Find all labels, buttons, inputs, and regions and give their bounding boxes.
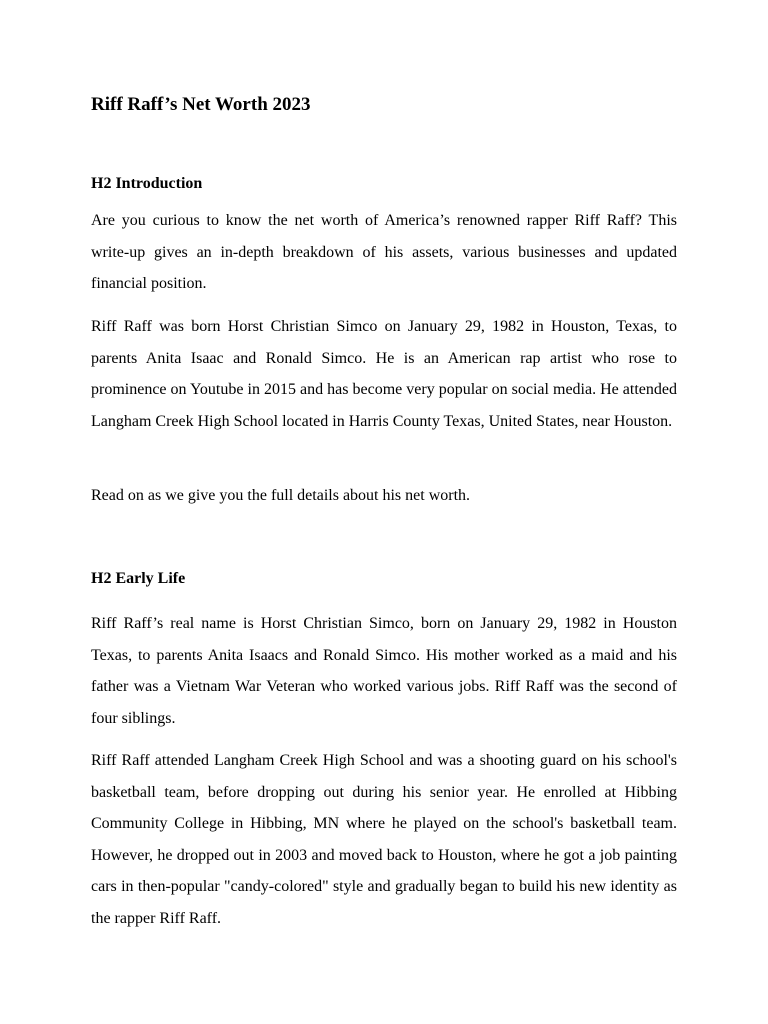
paragraph: Riff Raff’s real name is Horst Christian Simco, born on January 29, 1982 in Houston Texas, to parents Anita Isaacs and Ronald Simco. His mother worked as a maid and his father was a Vietnam War Veteran who worked various jobs. Riff Raff was the second of four siblings. <box>91 615 677 727</box>
section-heading-early-life: H2 Early Life <box>91 570 186 587</box>
document-title: Riff Raff’s Net Worth 2023 <box>91 94 311 115</box>
paragraph: Are you curious to know the net worth of America’s renowned rapper Riff Raff? This write-up gives an in-depth breakdown of his assets, various businesses and updated financial position. <box>91 212 677 292</box>
paragraph: Read on as we give you the full details about his net worth. <box>91 487 471 504</box>
section-heading-introduction: H2 Introduction <box>91 175 203 192</box>
paragraph: Riff Raff was born Horst Christian Simco on January 29, 1982 in Houston, Texas, to parents Anita Isaac and Ronald Simco. He is an American rap artist who rose to prominence on Youtube in 2015 and has become very popular on social media. He attended Langham Creek High School located in Harris County Texas, United States, near Houston. <box>91 318 677 430</box>
paragraph: Riff Raff attended Langham Creek High School and was a shooting guard on his school's basketball team, before dropping out during his senior year. He enrolled at Hibbing Community College in Hibbing, MN where he played on the school's basketball team. However, he dropped out in 2003 and moved back to Houston, where he got a job painting cars in then-popular "candy-colored" style and gradually began to build his new identity as the rapper Riff Raff. <box>91 752 677 927</box>
